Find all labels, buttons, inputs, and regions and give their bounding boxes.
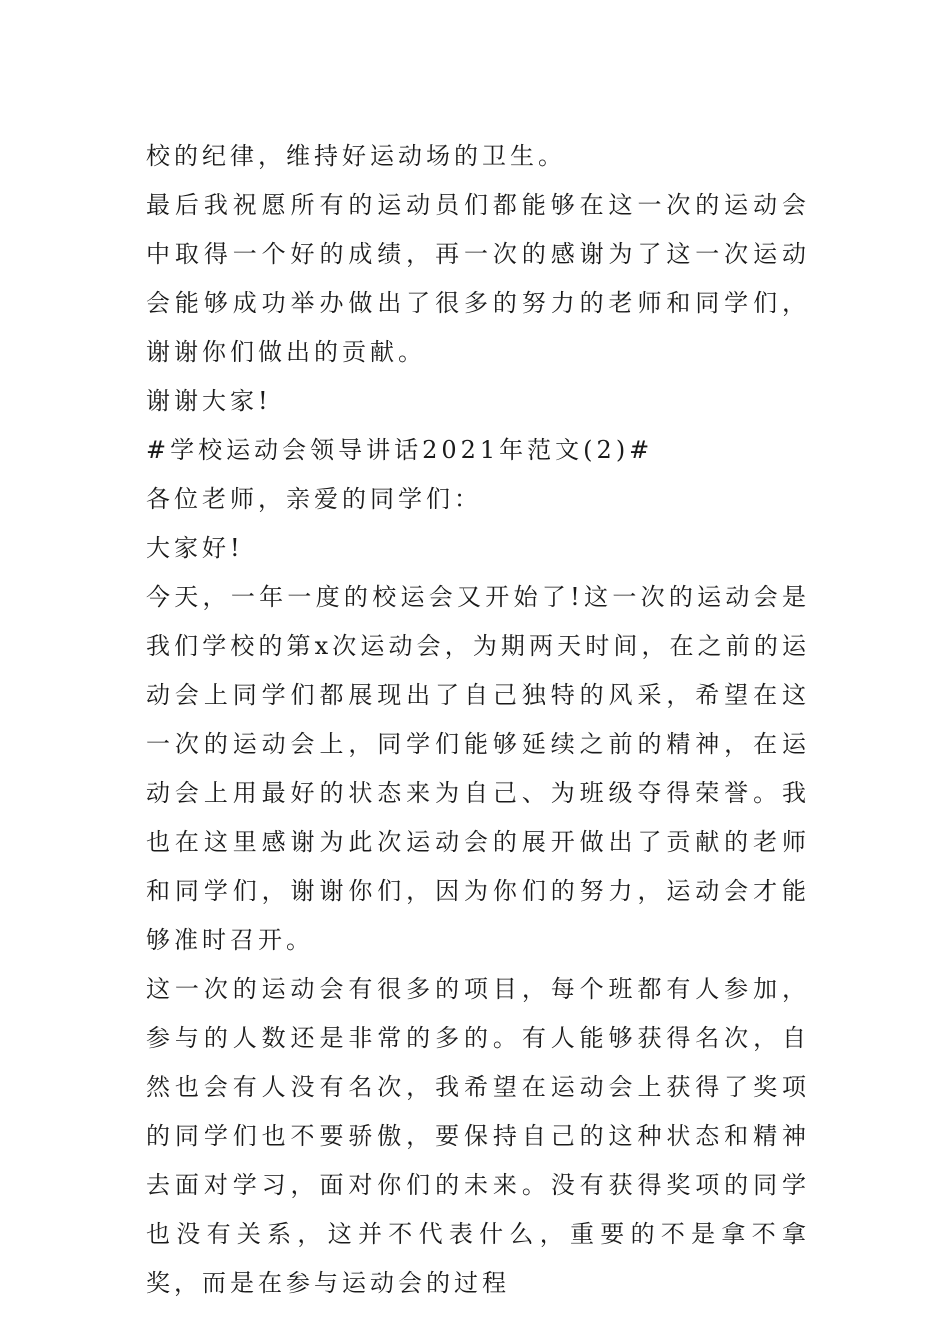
paragraph-discipline-closing: 校的纪律，维持好运动场的卫生。 — [146, 142, 566, 170]
paragraph-opening: 今天，一年一度的校运会又开始了!这一次的运动会是我们学校的第x次运动会，为期两天时间，在之前的运动会上同学们都展现出了自己独特的风采，希望在这一次的运动会上，同学们能够延续之前的精神，在运动会上用最好的状态来为自己、为班级夺得荣誉。我也在这里感谢为此次运动会的展开做出了贡献的老师和同学们，谢谢你们，因为你们的努力，运动会才能够准时召开。 — [146, 583, 810, 954]
document-body — [146, 132, 810, 1308]
paragraph-thank-you: 谢谢大家! — [146, 387, 272, 415]
paragraph-greeting: 大家好! — [146, 534, 244, 562]
paragraph-wishes-and-thanks: 最后我祝愿所有的运动员们都能够在这一次的运动会中取得一个好的成绩，再一次的感谢为了这一次运动会能够成功举办做出了很多的努力的老师和同学们，谢谢你们做出的贡献。 — [146, 191, 810, 366]
section-heading: #学校运动会领导讲话2021年范文(2)# — [146, 436, 654, 464]
paragraph-salutation: 各位老师，亲爱的同学们： — [146, 485, 482, 513]
paragraph-events: 这一次的运动会有很多的项目，每个班都有人参加，参与的人数还是非常的多的。有人能够获得名次，自然也会有人没有名次，我希望在运动会上获得了奖项的同学们也不要骄傲，要保持自己的这种状态和精神去面对学习，面对你们的未来。没有获得奖项的同学也没有关系，这并不代表什么，重要的不是拿不拿奖，而是在参与运动会的过程 — [146, 975, 810, 1297]
